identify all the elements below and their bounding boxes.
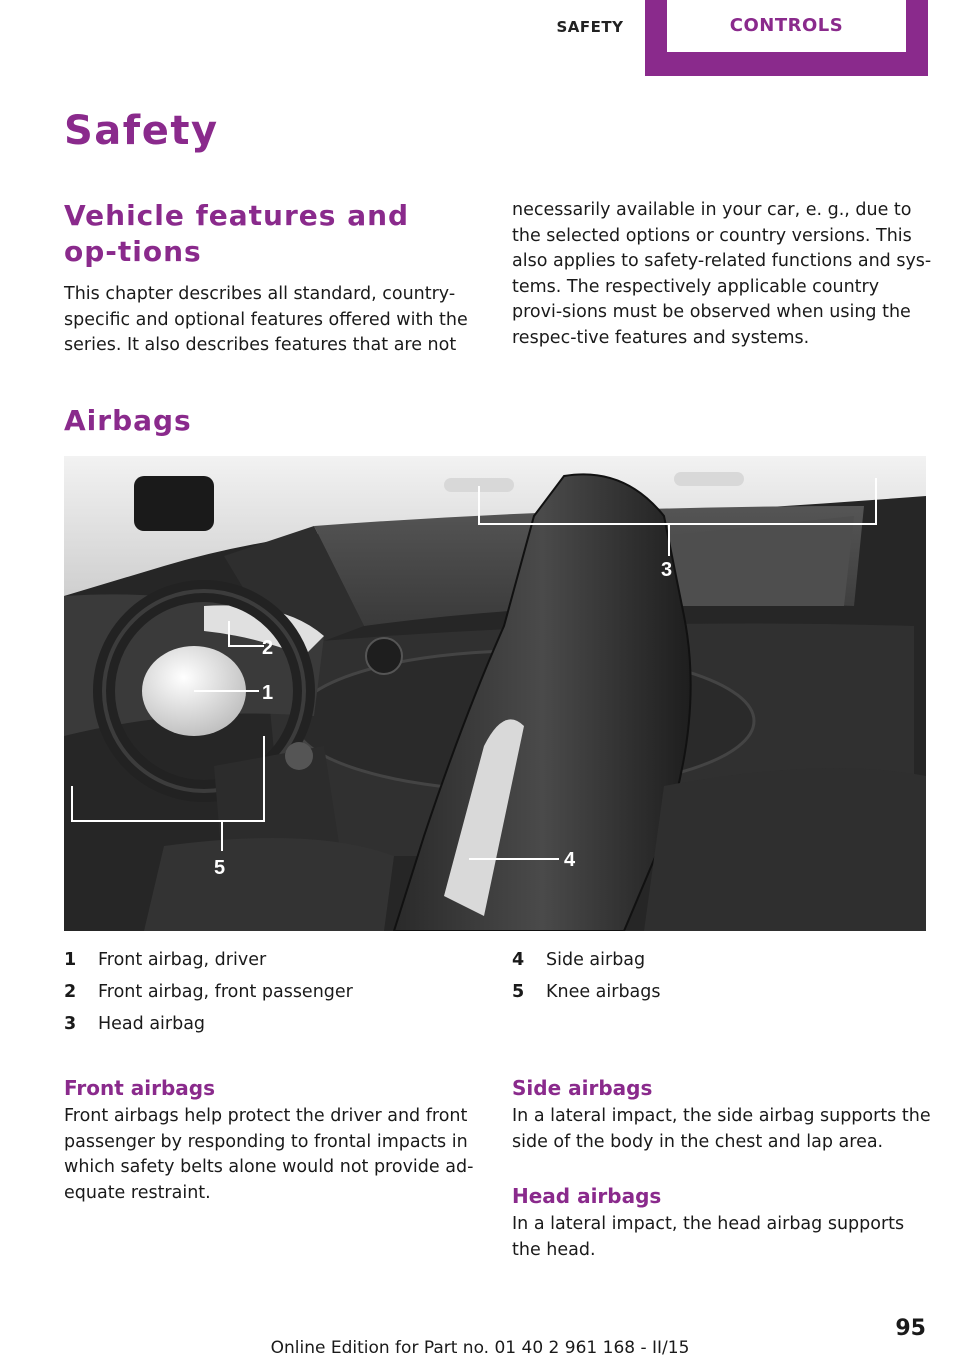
callout-1: 1: [262, 682, 274, 704]
side-airbags-section: [512, 1076, 932, 1155]
callout-2: 2: [262, 637, 274, 659]
front-seat-cushion: [144, 838, 394, 931]
head-airbags-section: [512, 1184, 932, 1263]
head-airbags-heading: Head airbags: [512, 1184, 662, 1208]
side-airbags-text: In a lateral impact, the side airbag supports the side of the body in the chest and lap area.: [512, 1106, 931, 1152]
callout-5: 5: [214, 857, 226, 879]
legend-label: Front airbag, front passenger: [98, 982, 353, 1002]
legend-number: 1: [64, 950, 77, 970]
chapter-tab[interactable]: [645, 0, 928, 76]
legend-number: 3: [64, 1014, 77, 1034]
head-airbags-text: In a lateral impact, the head airbag supports the head.: [512, 1214, 905, 1260]
features-text-left: This chapter describes all standard, country-specific and optional features offered with the series. It also describes features that are not: [64, 284, 468, 355]
legend-number: 4: [512, 950, 525, 970]
legend-item: [64, 944, 484, 976]
features-heading: Vehicle features and op-tions: [64, 199, 410, 268]
page-number: 95: [895, 1316, 926, 1341]
airbag-illustration: [64, 456, 926, 931]
features-text-right: necessarily available in your car, e. g., due to the selected options or country versions. This also applies to safety-related functions and sys-tems. The respectively applicable country provi-sions must be observed when using the respec-tive features and systems.: [512, 200, 932, 348]
legend-number: 5: [512, 982, 525, 1002]
legend-left: [64, 944, 484, 1040]
legend-item: [512, 944, 932, 976]
gear-knob: [285, 742, 313, 770]
side-airbags-heading: Side airbags: [512, 1076, 653, 1100]
grab-handle-2: [674, 472, 744, 486]
legend-number: 2: [64, 982, 77, 1002]
legend-label: Knee airbags: [546, 982, 661, 1002]
front-airbags-heading: Front airbags: [64, 1076, 215, 1100]
chapter-tab-label: CONTROLS: [729, 15, 844, 36]
rear-view-mirror: [134, 476, 214, 531]
footer-edition: Online Edition for Part no. 01 40 2 961 168 - II/15: [270, 1338, 690, 1358]
legend-item: [64, 976, 484, 1008]
legend-item: [512, 976, 932, 1008]
legend-label: Front airbag, driver: [98, 950, 267, 970]
legend-label: Side airbag: [546, 950, 646, 970]
airbags-heading: Airbags: [64, 404, 192, 437]
header-current-section: SAFETY: [556, 18, 624, 36]
callout-4: 4: [564, 849, 576, 871]
legend-item: [64, 1008, 484, 1040]
legend-label: Head airbag: [98, 1014, 206, 1034]
front-airbags-text: Front airbags help protect the driver and front passenger by responding to frontal impacts in which safety belts alone would not provide ad-equate restraint.: [64, 1106, 474, 1203]
legend-right: [512, 944, 932, 1008]
front-airbags-section: [64, 1076, 484, 1206]
page-title: Safety: [64, 108, 219, 154]
passenger-seat: [644, 768, 926, 931]
callout-3: 3: [661, 559, 673, 581]
door-speaker: [366, 638, 402, 674]
